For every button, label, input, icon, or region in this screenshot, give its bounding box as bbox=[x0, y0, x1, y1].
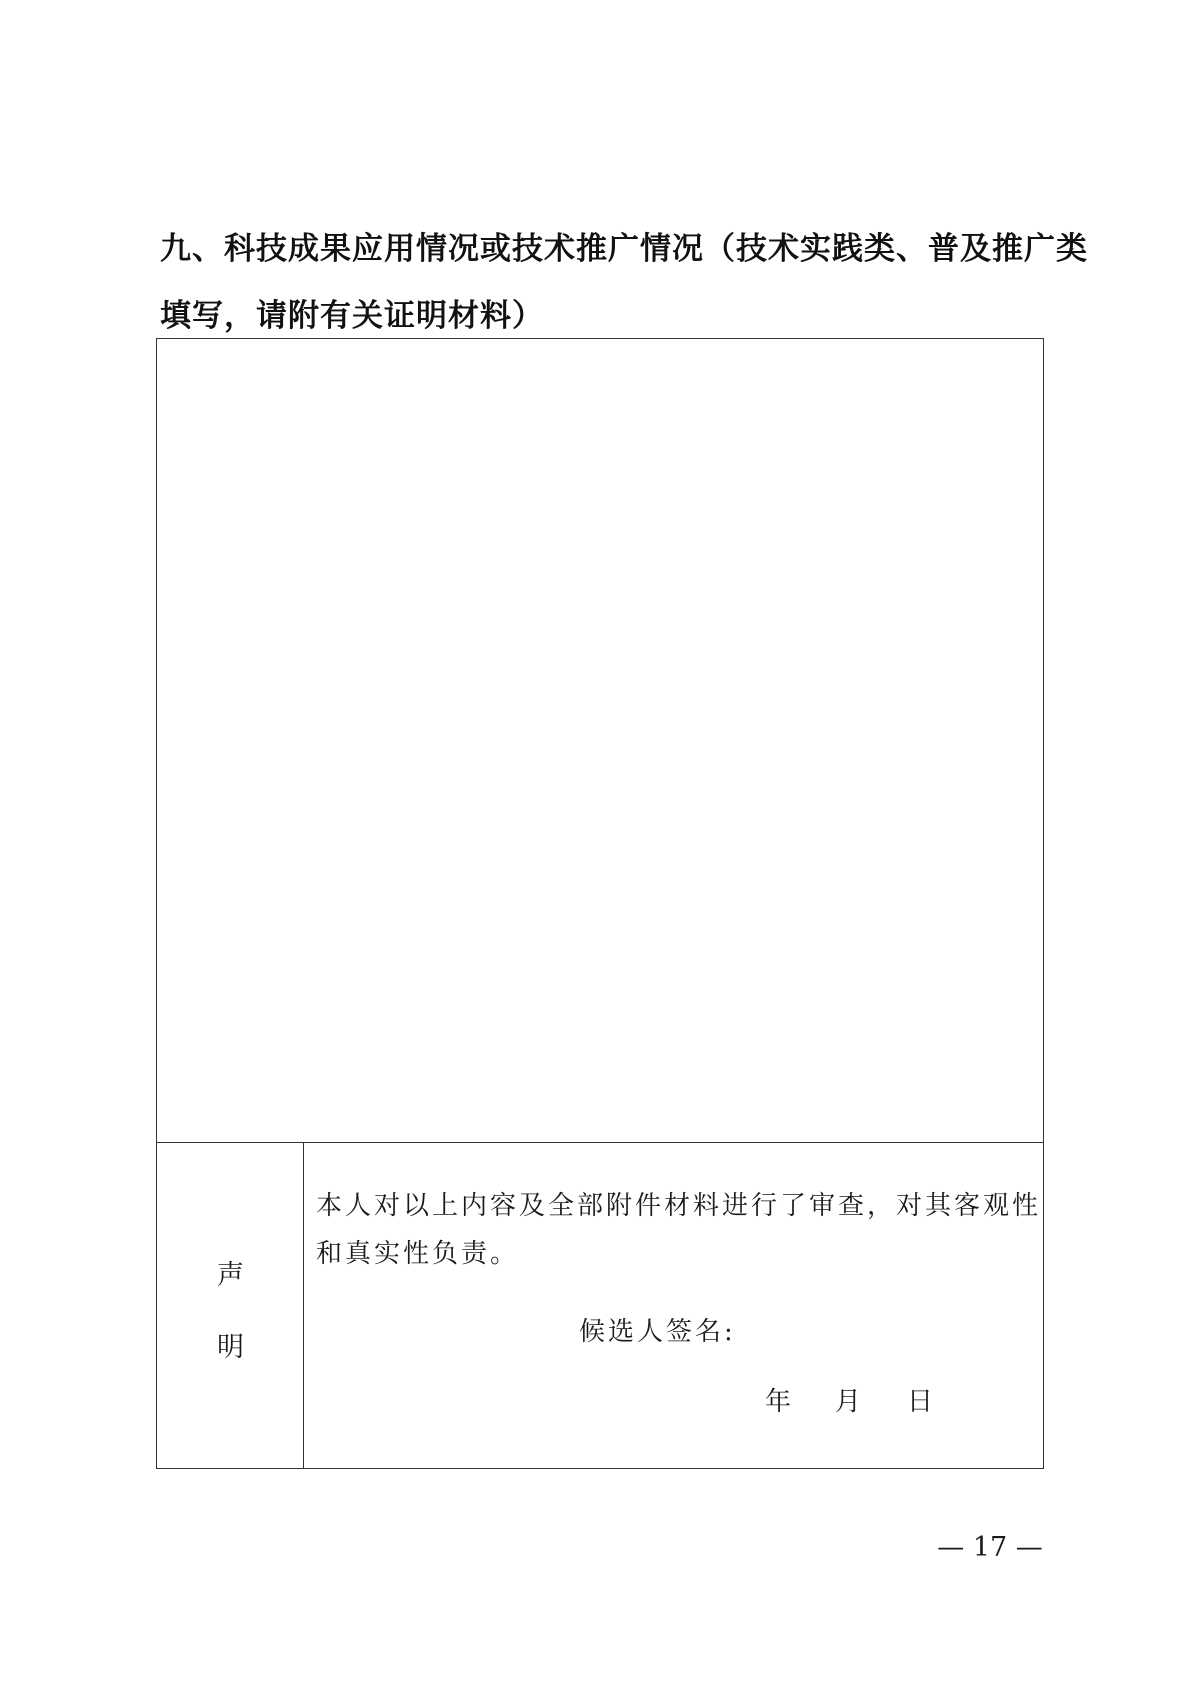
page-number: — 17 — bbox=[937, 1532, 1043, 1563]
date-month-label: 月 bbox=[835, 1387, 862, 1417]
date-day-label: 日 bbox=[907, 1387, 934, 1417]
application-form-table bbox=[156, 338, 1044, 1469]
declaration-label-char-1: 声 bbox=[217, 1260, 244, 1291]
section-heading-line-2: 填写，请附有关证明材料） bbox=[160, 298, 544, 334]
candidate-signature-label: 候选人签名: bbox=[579, 1317, 736, 1347]
declaration-body-cell bbox=[304, 1143, 1043, 1468]
declaration-label-cell bbox=[157, 1143, 304, 1468]
declaration-label-char-2: 明 bbox=[217, 1332, 244, 1363]
tech-application-content-area[interactable] bbox=[157, 339, 1043, 1143]
date-year-label: 年 bbox=[765, 1387, 792, 1417]
section-heading-line-1: 九、科技成果应用情况或技术推广情况（技术实践类、普及推广类 bbox=[160, 231, 1088, 267]
declaration-text-line-2: 和真实性负责。 bbox=[316, 1239, 520, 1269]
declaration-text-line-1: 本人对以上内容及全部附件材料进行了审查，对其客观性 bbox=[316, 1191, 1042, 1221]
